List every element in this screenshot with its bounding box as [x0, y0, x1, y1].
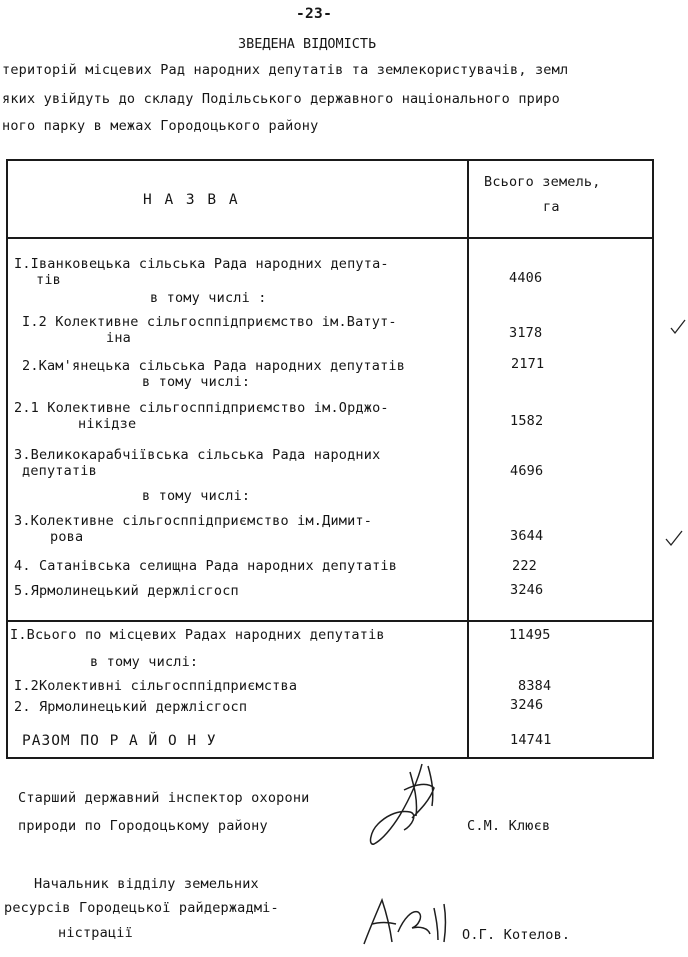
table-left-border: [6, 159, 8, 759]
summary-row-forestry-value: 3246: [510, 697, 544, 713]
table-row-8-line1: 3.Колективне сільгосппідприємство ім.Димит-: [14, 513, 373, 529]
intro-line-1: територій місцевих Рад народних депутатів та землекористувачів, земл: [2, 62, 569, 78]
table-row-1-line1: І.Іванковецька сільська Рада народних депута-: [14, 256, 389, 272]
table-column-divider: [467, 159, 469, 759]
table-top-border: [6, 159, 654, 161]
column-header-area-line1: Всього земель,: [484, 174, 601, 190]
table-bottom-border: [6, 757, 654, 759]
table-right-border: [652, 159, 654, 759]
signature-1-name: С.М. Клюєв: [467, 818, 551, 834]
summary-row-forestry-label: 2. Ярмолинецький держлісгосп: [14, 699, 248, 715]
table-header-separator: [6, 237, 654, 239]
table-row-4-line1: 2.Кам'янецька сільська Рада народних депутатів: [22, 358, 406, 374]
table-section-separator: [6, 620, 654, 622]
table-row-6-line2: депутатів: [22, 463, 97, 479]
signature-2-title-line1: Начальник відділу земельних: [34, 876, 259, 892]
table-row-3-line2: іна: [106, 330, 131, 346]
table-row-5-line2: нікідзе: [78, 416, 137, 432]
summary-row-collectives-label: І.2Колективні сільгосппідприємства: [14, 678, 298, 694]
intro-line-2: яких увійдуть до складу Подільського державного національного приро: [2, 91, 560, 107]
table-row-1-line2: тів: [36, 272, 61, 288]
table-row-9-value: 222: [512, 558, 537, 574]
summary-row-collectives-value: 8384: [518, 678, 552, 694]
column-header-name: Н А З В А: [143, 192, 240, 208]
handwritten-signature: [360, 760, 460, 855]
table-row-4-value: 2171: [511, 356, 545, 372]
signature-2-title-line2: ресурсів Городецької райдержадмі-: [4, 900, 279, 916]
table-row-3-line1: І.2 Колективне сільгосппідприємство ім.Ватут-: [22, 314, 397, 330]
signature-2-title-line3: ністрації: [58, 925, 133, 941]
table-row-9-line1: 4. Сатанівська селищна Рада народних депутатів: [14, 558, 398, 574]
signature-1-title-line2: природи по Городоцькому району: [18, 818, 268, 834]
table-row-3-value: 3178: [509, 325, 543, 341]
table-row-1-value: 4406: [509, 270, 543, 286]
page-number: -23-: [296, 6, 333, 22]
summary-row-including-label: в тому числі:: [90, 654, 199, 670]
table-row-6-line1: 3.Великокарабчіївська сільська Рада народних: [14, 447, 381, 463]
table-row-5-line1: 2.1 Колективне сільгосппідприємство ім.Орджо-: [14, 400, 389, 416]
table-row-6-value: 4696: [510, 463, 544, 479]
table-row-2-line1: в тому числі :: [150, 290, 267, 306]
table-row-8-line2: рова: [50, 529, 84, 545]
table-row-4-line2: в тому числі:: [142, 374, 251, 390]
table-row-8-value: 3644: [510, 528, 544, 544]
table-row-10-line1: 5.Ярмолинецький держлісгосп: [14, 583, 239, 599]
table-row-7-line1: в тому числі:: [142, 488, 251, 504]
checkmark-icon: [669, 318, 687, 336]
table-row-5-value: 1582: [510, 413, 544, 429]
document-heading: ЗВЕДЕНА ВІДОМІСТЬ: [238, 36, 377, 52]
summary-row-district-total-value: 14741: [510, 732, 552, 748]
intro-line-3: ного парку в межах Городоцького району: [2, 118, 319, 134]
table-row-10-value: 3246: [510, 582, 544, 598]
summary-row-total-label: І.Всього по місцевих Радах народних депутатів: [10, 627, 385, 643]
summary-row-district-total-label: РАЗОМ ПО Р А Й О Н У: [22, 733, 217, 749]
checkmark-icon: [664, 528, 684, 548]
signature-1-title-line1: Старший державний інспектор охорони: [18, 790, 310, 806]
signature-2-name: О.Г. Котелов.: [462, 927, 571, 943]
column-header-area-line2: га: [543, 199, 560, 215]
summary-row-total-value: 11495: [509, 627, 551, 643]
handwritten-signature: [358, 888, 454, 950]
